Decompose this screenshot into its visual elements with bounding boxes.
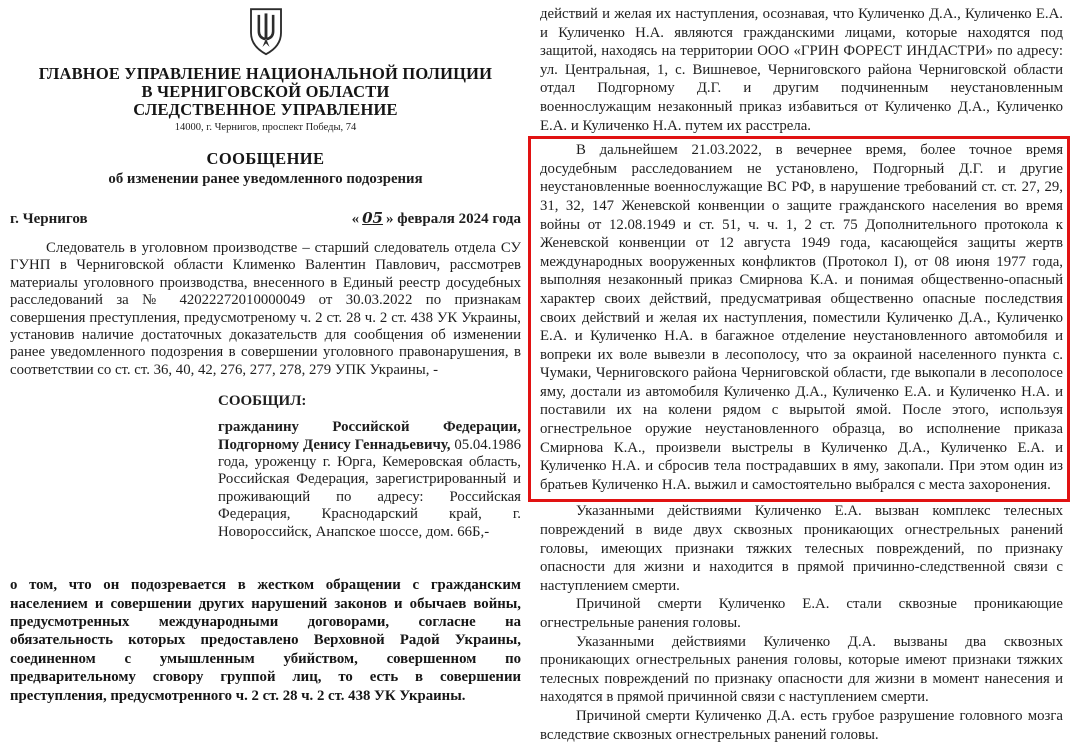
cause-of-death-kulychenko-ea: Причиной смерти Куличенко Е.А. стали сквозные проникающие огнестрельные ранения головы. [540,596,1063,631]
continuation-paragraph: действий и желая их наступления, осознавая, что Куличенко Д.А., Куличенко Е.А. и Куличенко Н.А. являются гражданскими лицами, которые находятся под защитой, находясь на территории ООО «ГРИН ФОРЕСТ ИНДАСТРИ» по адресу: ул. Центральная, 1, с. Вишневое, Черниговского района Черниговской области отдал Подгорному Д.Г. и другим подчиненным неустановленным военнослужащим незаконный приказ избавиться от Куличенко Д.А., Куличенко Е.А. и Куличенко Н.А. путем их расстрела. [540,6,1063,134]
document-subtitle: об изменении ранее уведомленного подозрения [108,171,423,187]
left-column [10,7,521,705]
place-date-row [10,209,521,228]
org-name-line-1: ГЛАВНОЕ УПРАВЛЕНИЕ НАЦИОНАЛЬНОЙ ПОЛИЦИИ [38,64,493,83]
document-title: СООБЩЕНИЕ [206,149,325,168]
cause-of-death-kulychenko-da: Причиной смерти Куличенко Д.А. есть грубое разрушение головного мозга вследствие сквозных огнестрельных ранений головы. [540,707,1063,743]
recipient-paragraph [218,419,521,541]
date-label [352,209,521,228]
date-open-quote: « [351,211,360,227]
injuries-paragraph-kulychenko-da: Указанными действиями Куличенко Д.А. вызваны два сквозных проникающих огнестрельных ранения головы, которые имеют признаки тяжких телесных повреждений по признаку опасности для жизни в момент нанесения и находятся в прямой причинной связи с наступлением смерти. [540,633,1063,706]
org-name-line-2: В ЧЕРНИГОВСКОЙ ОБЛАСТИ [141,82,390,101]
org-name-line-3: СЛЕДСТВЕННОЕ УПРАВЛЕНИЕ [133,100,398,119]
injuries-paragraph-kulychenko-ea: Указанными действиями Куличенко Е.А. вызван комплекс телесных повреждений в виде двух сквозных проникающих огнестрельных ранений головы, имеющих признаки тяжких телесных повреждений, по признаку опасности для жизни и находится в прямой причинно-следственной связи с наступлением смерти. [540,503,1063,594]
right-column [540,5,1063,744]
recipient-name-bold: гражданину Российской Федерации, Подгорному Денису Геннадьевичу, [218,419,521,453]
ukraine-trident-icon [244,7,288,57]
highlighted-paragraph: В дальнейшем 21.03.2022, в вечернее время, более точное время досудебным расследованием не установлено, Подгорный Д.Г. и другие неустановленные военнослужащие ВС РФ, в нарушение требований ст. ст. 27, 29, 31, 32, 147 Женевской конвенции о защите гражданского населения во время войны от 12.08.1949 и ст. 51, ч. ч. 1, 2 ст. 75 Дополнительного протокола к Женевской конвенции от 12 августа 1949 года, касающейся защиты жертв международных вооруженных конфликтов (Протокол I), от 08 июня 1977 года, выполняя незаконный приказ Смирнова К.А. и понимая общественно-опасный характер своих действий, предусматривая общественно опасные последствия своих действий и желая их наступления, поместили Куличенко Д.А., Куличенко Е.А. и Куличенко Н.А. в багажное отделение неустановленного автомобиля и вопреки их воле вывезли в лесополосу, что за окраиной населенного пункта с. Чумаки, Черниговского района Черниговской области, где выкопали в лесополосе яму, достали из автомобиля Куличенко Д.А., Куличенко Е.А. и Куличенко Н.А. и поставили их на колени рядом с вырытой ямой. После этого, используя огнестрельное оружие неустановленного образца, во исполнение приказа Смирнова К.А., произвели выстрелы в Куличенко Д.А., Куличенко Е.А. и Куличенко Н.А. и сбросив тела пострадавших в яму, закопали. При этом один из братьев Куличенко Н.А. выжил и самостоятельно выбрался с места захоронения. [540,142,1063,493]
intro-paragraph: Следователь в уголовном производстве – старший следователь отдела СУ ГУНП в Черниговской области Клименко Валентин Павлович, рассмотрев материалы уголовного производства, внесенного в Единый реестр досудебных расследований за № 42022272010000049 от 30.03.2022 по признакам совершения преступления, предусмотреному ч. 2 ст. 28 ч. 2 ст. 438 УК Украины, установив наличие достаточных доказательств для сообщения об изменении ранее уведомленного подозрения в совершении уголовного правонарушения, в соответствии со ст. ст. 36, 40, 42, 276, 277, 278, 279 УПК Украины, - [10,240,521,378]
org-address: 14000, г. Чернигов, проспект Победы, 74 [174,122,357,133]
accusation-paragraph: о том, что он подозревается в жестком обращении с гражданским населением и совершении других нарушений законов и обычаев войны, предусмотренных международными договорами, согласне на обязательность которых предоставлено Верховной Радой Украины, соединенном с умышленным убийством, совершенном по предварительному сговору группой лиц, то есть в совершении преступления, предусмотренного ч. 2 ст. 28 ч. 2 ст. 438 УК Украины. [10,577,521,704]
red-highlight-box [528,136,1070,502]
date-rest: » февраля 2024 года [386,211,521,227]
reported-heading: СООБЩИЛ: [218,393,307,410]
recipient-details: 05.04.1986 года, уроженцу г. Юрга, Кемеровская область, Российская Федерация, зарегистрированный и проживающий по адресу: Российская Федерация, Краснодарский край, г. Новороссийск, Анапское шоссе, дом. 66Б,- [218,436,521,540]
date-day-handwritten: 05 [362,209,383,227]
place-label: г. Чернигов [10,211,88,227]
emblem-container [10,7,521,57]
